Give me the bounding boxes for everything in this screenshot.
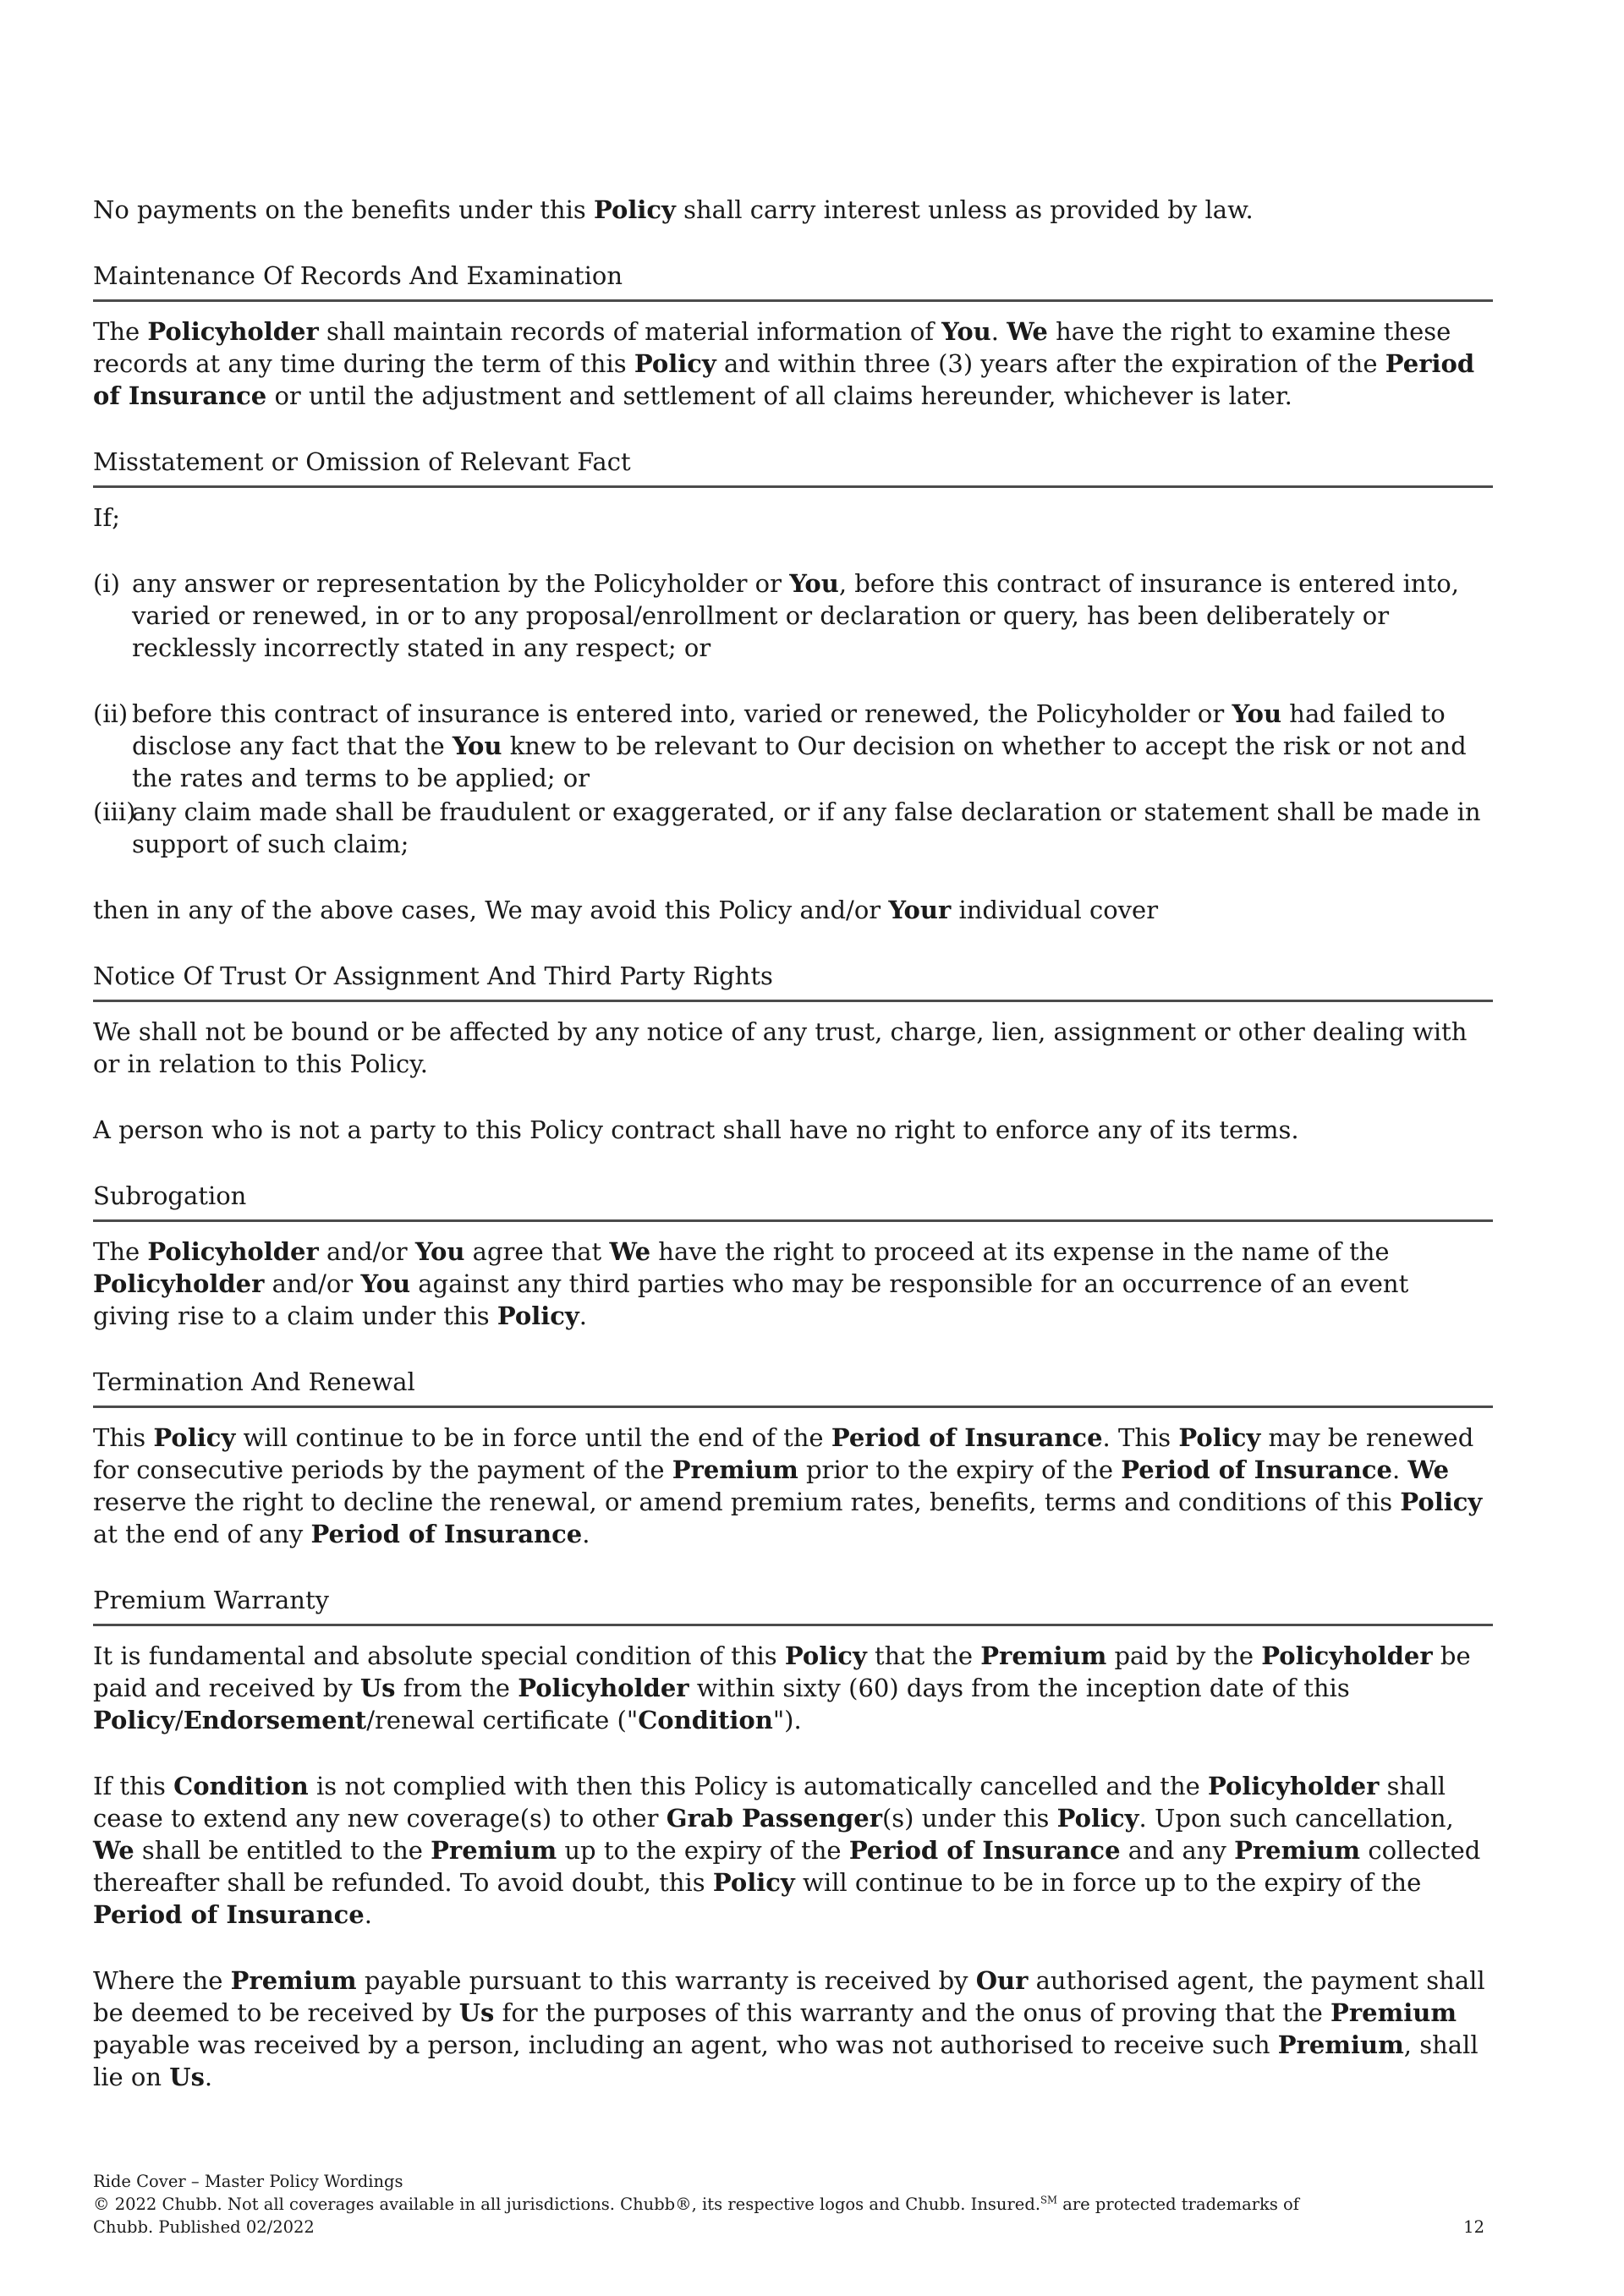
text-run: are protected trademarks of [1057, 2195, 1300, 2214]
text-run: individual cover [951, 896, 1159, 924]
text-run: paid by the [1106, 1641, 1262, 1670]
text-run: may be renewed for consecutive periods by the payment of the [93, 1423, 1474, 1484]
paragraph [93, 194, 1493, 226]
bold-term: Premium [672, 1455, 798, 1484]
bold-term: You [789, 569, 839, 598]
bold-term: We [1407, 1455, 1450, 1484]
section-heading: Maintenance Of Records And Examination [93, 260, 1493, 302]
page-number: 12 [1463, 2217, 1484, 2237]
text-run: "). [772, 1706, 802, 1734]
text-run: This [93, 1423, 154, 1452]
page-footer [93, 2170, 1493, 2238]
footer-text [93, 2170, 1299, 2238]
bold-term: Policyholder [1261, 1641, 1433, 1670]
text-run: and/or [318, 1237, 415, 1266]
bold-term: Premium [1330, 1998, 1457, 2027]
list-item-marker: (iii) [93, 797, 136, 826]
text-run: any claim made shall be fraudulent or exaggerated, or if any false declaration or statement shall be made in support of such claim; [132, 797, 1481, 858]
paragraph [93, 1422, 1493, 1550]
text-run: and any [1120, 1836, 1235, 1865]
bold-term: Policy [1178, 1423, 1261, 1452]
bold-term: Policyholder [147, 1237, 319, 1266]
section-heading: Subrogation [93, 1180, 1493, 1222]
text-run: Where the [93, 1966, 231, 1995]
text-run: payable pursuant to this warranty is received by [356, 1966, 976, 1995]
paragraph [93, 894, 1493, 926]
text-run: . Upon such cancellation, [1138, 1804, 1454, 1833]
text-run: have the right to examine these records at any time during the term of this [93, 317, 1451, 378]
bold-term: Our [975, 1966, 1029, 1995]
text-run: . [364, 1900, 372, 1929]
text-run: /renewal certificate (" [366, 1706, 639, 1734]
list-item [93, 698, 1493, 794]
text-run: , before this contract of insurance is entered into, varied or renewed, in or to any proposal/enrollment or declaration or query, has been deliberately or recklessly incorrectly stated in any respect; or [132, 569, 1459, 662]
text-run: then in any of the above cases, We may avoid this Policy and/or [93, 896, 889, 924]
text-run: . This [1102, 1423, 1179, 1452]
text-run: . [204, 2063, 213, 2091]
bold-term: Policyholder [518, 1674, 689, 1702]
bold-term: Condition [638, 1706, 773, 1734]
text-run: be paid and received by [93, 1641, 1471, 1702]
text-run: . [990, 317, 1007, 346]
paragraph [93, 1770, 1493, 1931]
bold-term: Premium [230, 1966, 357, 1995]
bold-term: Your [888, 896, 952, 924]
text-run: within sixty (60) days from the inception date of this [689, 1674, 1350, 1702]
bold-term: Period of Insurance [310, 1520, 583, 1548]
list-item-marker: (ii) [93, 699, 129, 728]
text-run: If this [93, 1772, 174, 1800]
bold-term: Policy [153, 1423, 236, 1452]
bold-term: You [452, 732, 502, 760]
text-run: No payments on the benefits under this [93, 195, 594, 224]
list-item [93, 796, 1493, 860]
bold-term: Policy [593, 195, 676, 224]
section-heading: Termination And Renewal [93, 1366, 1493, 1408]
bold-term: Policy [93, 1706, 175, 1734]
text-run: prior to the expiry of the [798, 1455, 1122, 1484]
footer-copyright [93, 2193, 1299, 2216]
bold-term: Policyholder [147, 317, 319, 346]
text-run: and within three (3) years after the expiration of the [716, 349, 1385, 378]
bold-term: You [414, 1237, 465, 1266]
text-run: © 2022 Chubb. Not all coverages available in all jurisdictions. Chubb®, its respective logos and Chubb. Insured. [93, 2195, 1041, 2214]
bold-term: Us [458, 1998, 495, 2027]
text-run: . [579, 1301, 588, 1330]
bold-term: Condition [173, 1772, 309, 1800]
text-run: The [93, 317, 148, 346]
text-run: is not complied with then this Policy is automatically cancelled and the [308, 1772, 1208, 1800]
bold-term: Policy [634, 349, 716, 378]
text-run: It is fundamental and absolute special condition of this [93, 1641, 785, 1670]
paragraph [93, 501, 1493, 534]
paragraph [93, 1964, 1493, 2093]
text-run: before this contract of insurance is entered into, varied or renewed, the Policyholder or [132, 699, 1232, 728]
text-run: will continue to be in force until the end of the [235, 1423, 831, 1452]
bold-term: Us [359, 1674, 396, 1702]
bold-term: You [1232, 699, 1282, 728]
text-run: / [174, 1706, 184, 1734]
paragraph [93, 315, 1493, 412]
text-run: Ride Cover – Master Policy Wordings [93, 2172, 403, 2191]
text-run: from the [395, 1674, 518, 1702]
bold-term: You [941, 317, 991, 346]
text-run: up to the expiry of the [557, 1836, 849, 1865]
text-run: or until the adjustment and settlement of all claims hereunder, whichever is later. [266, 381, 1292, 410]
bold-term: Premium [1277, 2030, 1404, 2059]
bold-term: Us [169, 2063, 205, 2091]
text-run: shall carry interest unless as provided by law. [675, 195, 1254, 224]
bold-term: We [1007, 317, 1048, 346]
bold-term: Premium [431, 1836, 557, 1865]
text-run: , shall lie on [93, 2030, 1479, 2091]
bold-term: Policyholder [1208, 1772, 1380, 1800]
bold-term: Policyholder [93, 1269, 265, 1298]
text-run: We shall not be bound or be affected by any notice of any trust, charge, lien, assignment or other dealing with or in relation to this Policy. [93, 1017, 1468, 1078]
list-item-marker: (i) [93, 569, 120, 598]
text-run: have the right to proceed at its expense in the name of the [650, 1237, 1390, 1266]
section-heading: Notice Of Trust Or Assignment And Third Party Rights [93, 960, 1493, 1002]
bold-term: Grab Passenger [666, 1804, 882, 1833]
text-run: . [582, 1520, 590, 1548]
paragraph [93, 1016, 1493, 1080]
text-run: A person who is not a party to this Policy contract shall have no right to enforce any of its terms. [93, 1115, 1299, 1144]
text-run: against any third parties who may be responsible for an occurrence of an event giving rise to a claim under this [93, 1269, 1409, 1330]
text-run: Chubb. Published 02/2022 [93, 2217, 315, 2237]
text-run: authorised agent, the payment shall be deemed to be received by [93, 1966, 1485, 2027]
bold-term: Period of Insurance [848, 1836, 1121, 1865]
section-heading: Premium Warranty [93, 1584, 1493, 1626]
text-run: at the end of any [93, 1520, 311, 1548]
text-run: collected thereafter shall be refunded. To avoid doubt, this [93, 1836, 1481, 1897]
text-run: agree that [464, 1237, 610, 1266]
text-run: will continue to be in force up to the expiry of the [794, 1868, 1422, 1897]
bold-term: Premium [980, 1641, 1107, 1670]
bold-term: We [93, 1836, 134, 1865]
bold-term: Policy [1056, 1804, 1139, 1833]
list-item-text [132, 796, 1493, 860]
text-run: had failed to disclose any fact that the [132, 699, 1446, 760]
section-heading: Misstatement or Omission of Relevant Fact [93, 446, 1493, 488]
text-run: any answer or representation by the Policyholder or [132, 569, 790, 598]
list-item [93, 567, 1493, 664]
footer-doc-title [93, 2170, 1299, 2193]
bold-term: Period of Insurance [93, 1900, 365, 1929]
superscript: SM [1040, 2194, 1057, 2206]
text-run: shall cease to extend any new coverage(s) to other [93, 1772, 1446, 1833]
text-run: shall be entitled to the [134, 1836, 431, 1865]
text-run: payable was received by a person, including an agent, who was not authorised to receive such [93, 2030, 1278, 2059]
text-run: reserve the right to decline the renewal, or amend premium rates, benefits, terms and conditions of this [93, 1488, 1401, 1516]
bold-term: We [609, 1237, 651, 1266]
footer-published [93, 2216, 1299, 2238]
text-run: that the [866, 1641, 981, 1670]
list-item-text [132, 567, 1493, 664]
text-run: . [1391, 1455, 1408, 1484]
paragraph [93, 1640, 1493, 1736]
bold-term: Policy [1400, 1488, 1483, 1516]
bold-term: Period of Insurance [93, 349, 1475, 410]
text-run: (s) under this [881, 1804, 1057, 1833]
text-run: and/or [264, 1269, 361, 1298]
bold-term: Period of Insurance [831, 1423, 1103, 1452]
paragraph [93, 1236, 1493, 1332]
bold-term: You [360, 1269, 411, 1298]
paragraph [93, 1114, 1493, 1146]
bold-term: Policy [497, 1301, 579, 1330]
document-content [93, 194, 1493, 2127]
bold-term: Premium [1234, 1836, 1361, 1865]
text-run: shall maintain records of material information of [318, 317, 942, 346]
bold-term: Policy [784, 1641, 867, 1670]
text-run: The [93, 1237, 148, 1266]
list-item-text [132, 698, 1493, 794]
text-run: knew to be relevant to Our decision on whether to accept the risk or not and the rates and terms to be applied; or [132, 732, 1467, 792]
bold-term: Period of Insurance [1121, 1455, 1392, 1484]
text-run: for the purposes of this warranty and the onus of proving that the [494, 1998, 1331, 2027]
bold-term: Endorsement [183, 1706, 367, 1734]
bold-term: Policy [712, 1868, 795, 1897]
text-run: If; [93, 503, 120, 532]
